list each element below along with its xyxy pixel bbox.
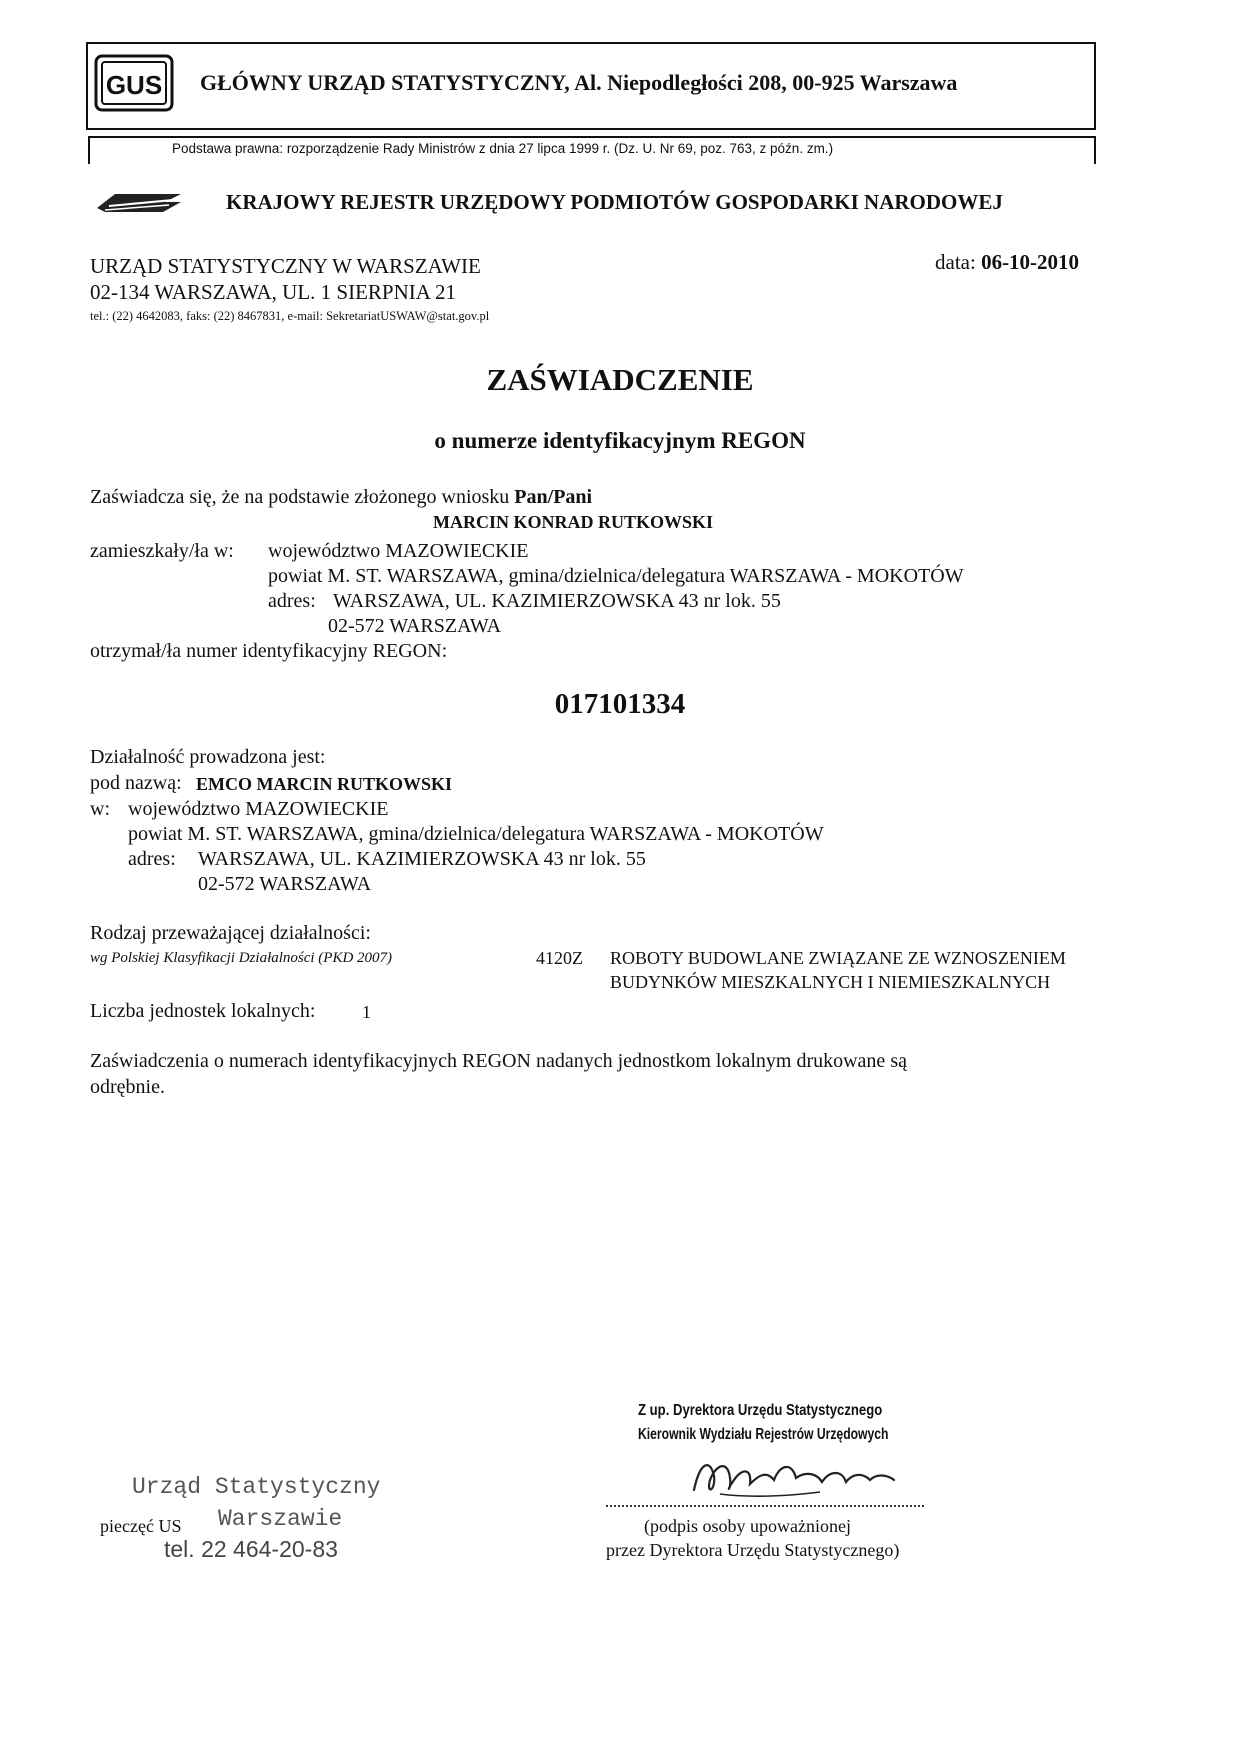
applicant-intro-text: Zaświadcza się, że na podstawie złożonego wniosku [90, 486, 510, 508]
office-name: URZĄD STATYSTYCZNY W WARSZAWIE [90, 254, 481, 278]
business-name: EMCO MARCIN RUTKOWSKI [196, 774, 453, 794]
local-units-value: 1 [362, 1002, 371, 1022]
activity-description-line2: BUDYNKÓW MIESZKALNYCH I NIEMIESZKALNYCH [610, 972, 1051, 992]
business-intro: Działalność prowadzona jest: [90, 746, 326, 768]
issue-date [935, 250, 1079, 275]
registry-title: KRAJOWY REJESTR URZĘDOWY PODMIOTÓW GOSPODARKI NARODOWEJ [226, 190, 1003, 214]
business-voivodeship: województwo MAZOWIECKIE [128, 798, 389, 820]
header-box [86, 42, 1096, 130]
residence-label: zamieszkały/ła w: [90, 540, 234, 562]
krupgn-logo-icon [95, 188, 183, 218]
signature-caption-1: (podpis osoby upoważnionej [644, 1516, 851, 1536]
activity-description-line1: ROBOTY BUDOWLANE ZWIĄZANE ZE WZNOSZENIEM [610, 948, 1066, 968]
stamp-line1: Urząd Statystyczny [132, 1474, 381, 1500]
office-address: 02-134 WARSZAWA, UL. 1 SIERPNIA 21 [90, 280, 457, 304]
business-location-label: w: [90, 798, 110, 820]
residence-address: WARSZAWA, UL. KAZIMIERZOWSKA 43 nr lok. 55 [333, 590, 781, 612]
legal-basis-box [88, 136, 1096, 164]
activity-code: 4120Z [536, 948, 583, 968]
residence-county: powiat M. ST. WARSZAWA, gmina/dzielnica/delegatura WARSZAWA - MOKOTÓW [268, 565, 964, 587]
svg-text:GUS: GUS [105, 70, 163, 100]
residence-voivodeship: województwo MAZOWIECKIE [268, 540, 529, 562]
applicant-intro [90, 486, 592, 509]
signature-on-behalf-1: Z up. Dyrektora Urzędu Statystycznego [638, 1402, 883, 1419]
signature-caption-2: przez Dyrektora Urzędu Statystycznego) [606, 1540, 900, 1560]
legal-basis: Podstawa prawna: rozporządzenie Rady Ministrów z dnia 27 lipca 1999 r. (Dz. U. Nr 69, poz. 763, z późn. zm.) [172, 141, 834, 156]
applicant-name: MARCIN KONRAD RUTKOWSKI [433, 512, 714, 532]
applicant-salutation: Pan/Pani [514, 486, 593, 508]
signature-line [606, 1505, 924, 1507]
note-line1: Zaświadczenia o numerach identyfikacyjnych REGON nadanych jednostkom lokalnym drukowane są [90, 1050, 907, 1072]
office-contact: tel.: (22) 4642083, faks: (22) 8467831, e-mail: SekretariatUSWAW@stat.gov.pl [90, 309, 490, 323]
header-title: GŁÓWNY URZĄD STATYSTYCZNY, Al. Niepodległości 208, 00-925 Warszawa [200, 70, 958, 95]
note-line2: odrębnie. [90, 1076, 165, 1098]
date-label: data: [935, 250, 976, 274]
business-name-label: pod nazwą: [90, 772, 182, 794]
signature-on-behalf-2: Kierownik Wydziału Rejestrów Urzędowych [638, 1426, 889, 1443]
activity-label: Rodzaj przeważającej działalności: [90, 922, 371, 944]
stamp-line2: Warszawie [218, 1506, 343, 1532]
date-value: 06-10-2010 [981, 250, 1080, 274]
stamp-phone: tel. 22 464-20-83 [164, 1536, 338, 1562]
business-address: WARSZAWA, UL. KAZIMIERZOWSKA 43 nr lok. 55 [198, 848, 646, 870]
handwritten-signature [680, 1450, 920, 1506]
business-address-label: adres: [128, 848, 176, 870]
business-postal: 02-572 WARSZAWA [198, 873, 372, 895]
stamp-label: pieczęć US [100, 1516, 182, 1536]
residence-address-label: adres: [268, 590, 316, 612]
regon-received-label: otrzymał/ła numer identyfikacyjny REGON: [90, 640, 448, 662]
document-title: ZAŚWIADCZENIE [486, 362, 754, 397]
business-county: powiat M. ST. WARSZAWA, gmina/dzielnica/delegatura WARSZAWA - MOKOTÓW [128, 823, 824, 845]
document-subtitle: o numerze identyfikacyjnym REGON [434, 428, 806, 453]
regon-number: 017101334 [554, 688, 686, 720]
local-units-label: Liczba jednostek lokalnych: [90, 1000, 316, 1022]
residence-postal: 02-572 WARSZAWA [328, 615, 502, 637]
gus-logo [94, 54, 174, 112]
activity-classification: wg Polskiej Klasyfikacji Działalności (PKD 2007) [90, 950, 393, 966]
